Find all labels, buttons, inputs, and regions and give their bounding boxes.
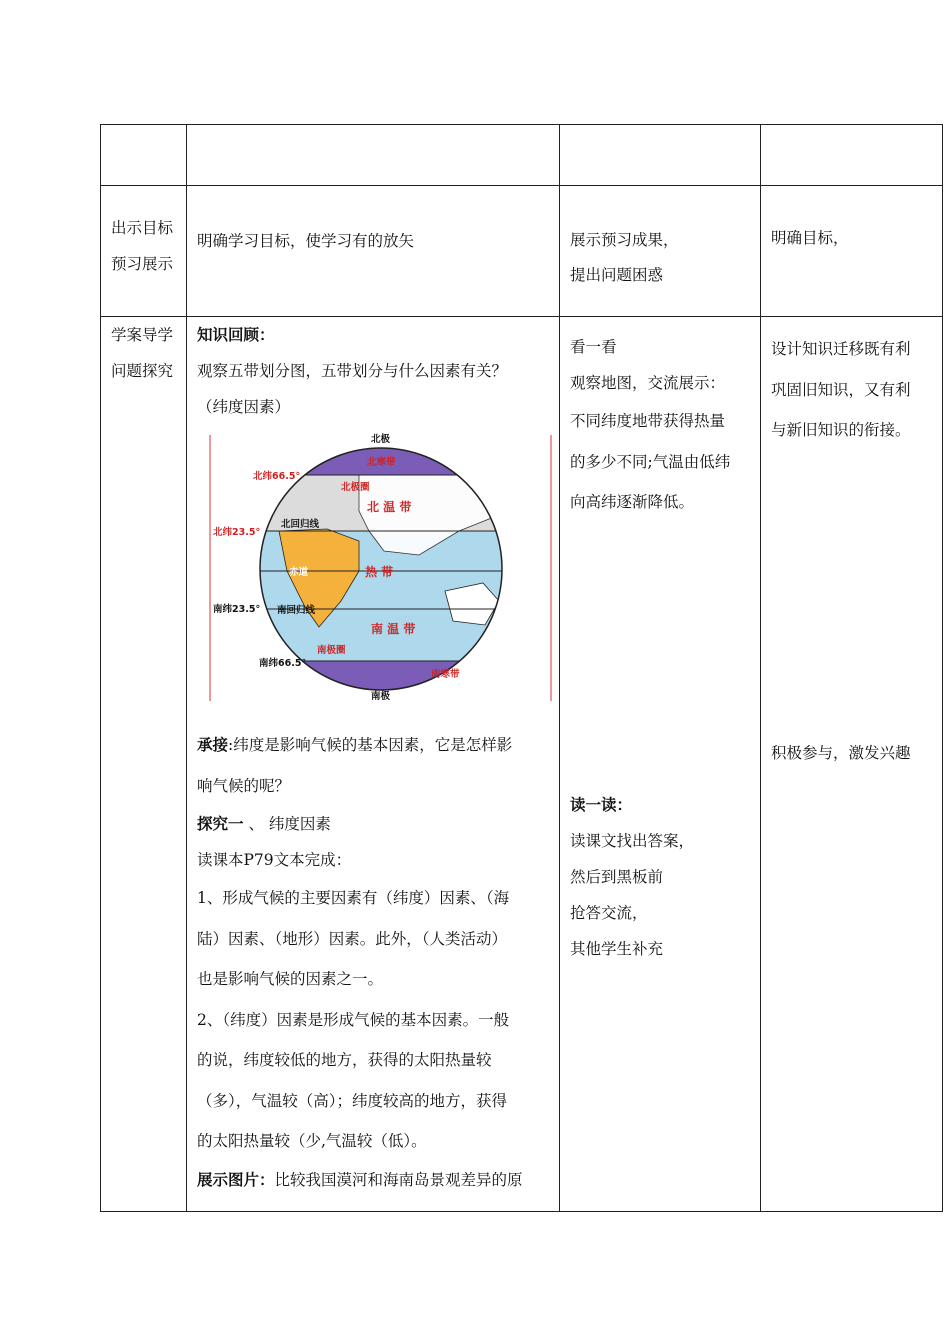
intent-cell [761,186,943,317]
item1-line: 也是影响气候的因素之一。 [197,970,384,988]
transition-text: :纬度是影响气候的基本因素，它是怎样影 [228,736,513,754]
item1-line: 陆）因素、（地形）因素。此外，（人类活动） [197,929,508,948]
explore-label: 探究一 [197,814,244,833]
transition-block [197,725,551,806]
item2-line: 的说，纬度较低的地方，获得的太阳热量较 [197,1051,492,1069]
review-heading: 知识回顾： [197,325,275,344]
read-instruction: 读课本P79文本完成： [197,851,352,869]
intent-bottom: 积极参与，激发兴趣 [771,743,911,762]
read-text: 其他学生补充 [570,939,664,958]
equator-label: 赤道 [289,567,309,578]
five-zones-map [209,431,553,703]
intent-text: 巩固旧知识，又有利 [771,380,911,399]
empty-cell [761,125,943,186]
read-title: 读一读： [570,794,633,814]
lesson-plan-table [100,124,943,1212]
transition-label: 承接 [197,735,229,754]
transition-text: 响气候的呢？ [197,776,291,795]
show-label: 展示图片： [197,1169,275,1189]
south-frigid-label: 南寒带 [431,669,460,680]
stage-cell [101,317,187,1212]
empty-cell [101,125,187,186]
stage-cell [101,186,187,317]
read-text: 抢答交流， [570,903,648,922]
south-temperate-label: 南 温 带 [371,622,416,636]
lat-s235-label: 南纬23.5° [213,604,261,615]
intent-text: 设计知识迁移既有利 [771,340,911,358]
empty-cell [187,125,560,186]
intent-cell [761,317,943,1212]
student-cell [560,317,761,1212]
content-cell [187,317,560,1212]
item2-line: （多），气温较（高）；纬度较高的地方，获得 [197,1091,508,1110]
empty-cell [560,125,761,186]
north-frigid-label: 北寒带 [367,457,396,468]
student-cell [560,186,761,317]
look-text: 向高纬逐渐降低。 [570,493,695,511]
look-text: 观察地图，交流展示： [570,374,726,392]
student-text: 提出问题困惑 [570,266,664,284]
table-row [101,186,943,317]
item1-line: 1、形成气候的主要因素有（纬度）因素、（海 [197,889,510,907]
review-question: 观察五带划分图，五带划分与什么因素有关？ [197,362,508,380]
stage-label: 学案导学 [111,326,174,344]
arctic-circle-label: 北极圈 [341,482,370,493]
south-pole-label: 南极 [371,691,391,702]
lat-n235-label: 北纬23.5° [213,527,261,538]
item2-line: 的太阳热量较（少,气温较（低）。 [197,1132,427,1150]
review-answer: （纬度因素） [197,398,291,416]
lat-n665-label: 北纬66.5° [253,471,301,482]
tropic-cancer-label: 北回归线 [281,519,320,530]
look-text: 不同纬度地带获得热量 [570,412,726,430]
goal-text: 明确学习目标，使学习有的放矢 [197,232,415,250]
explore-title: 、 纬度因素 [243,815,331,833]
lat-s665-label: 南纬66.5° [259,658,307,669]
table-row [101,317,943,1212]
tropic-capricorn-label: 南回归线 [277,605,316,616]
table-row [101,125,943,186]
north-temperate-label: 北 温 带 [367,500,412,514]
content-cell [187,186,560,317]
show-text: 比较我国漠河和海南岛景观差异的原 [274,1170,523,1189]
antarctic-circle-label: 南极圈 [317,645,346,656]
item2-line: 2、（纬度）因素是形成气候的基本因素。一般 [197,1010,510,1029]
stage-label: 问题探究 [111,362,174,380]
stage-label: 预习展示 [111,255,174,273]
tropical-label: 热 带 [365,565,394,579]
north-pole-label: 北极 [371,434,391,445]
read-text: 读课文找出答案， [570,831,695,850]
intent-text: 与新旧知识的衔接。 [771,421,911,439]
look-title: 看一看 [570,338,617,356]
intent-text: 明确目标， [771,229,849,247]
five-zones-map-svg [209,431,553,703]
read-text: 然后到黑板前 [570,867,664,886]
student-text: 展示预习成果， [570,231,679,249]
stage-label: 出示目标 [111,219,174,237]
look-text: 的多少不同;气温由低纬 [570,452,731,471]
